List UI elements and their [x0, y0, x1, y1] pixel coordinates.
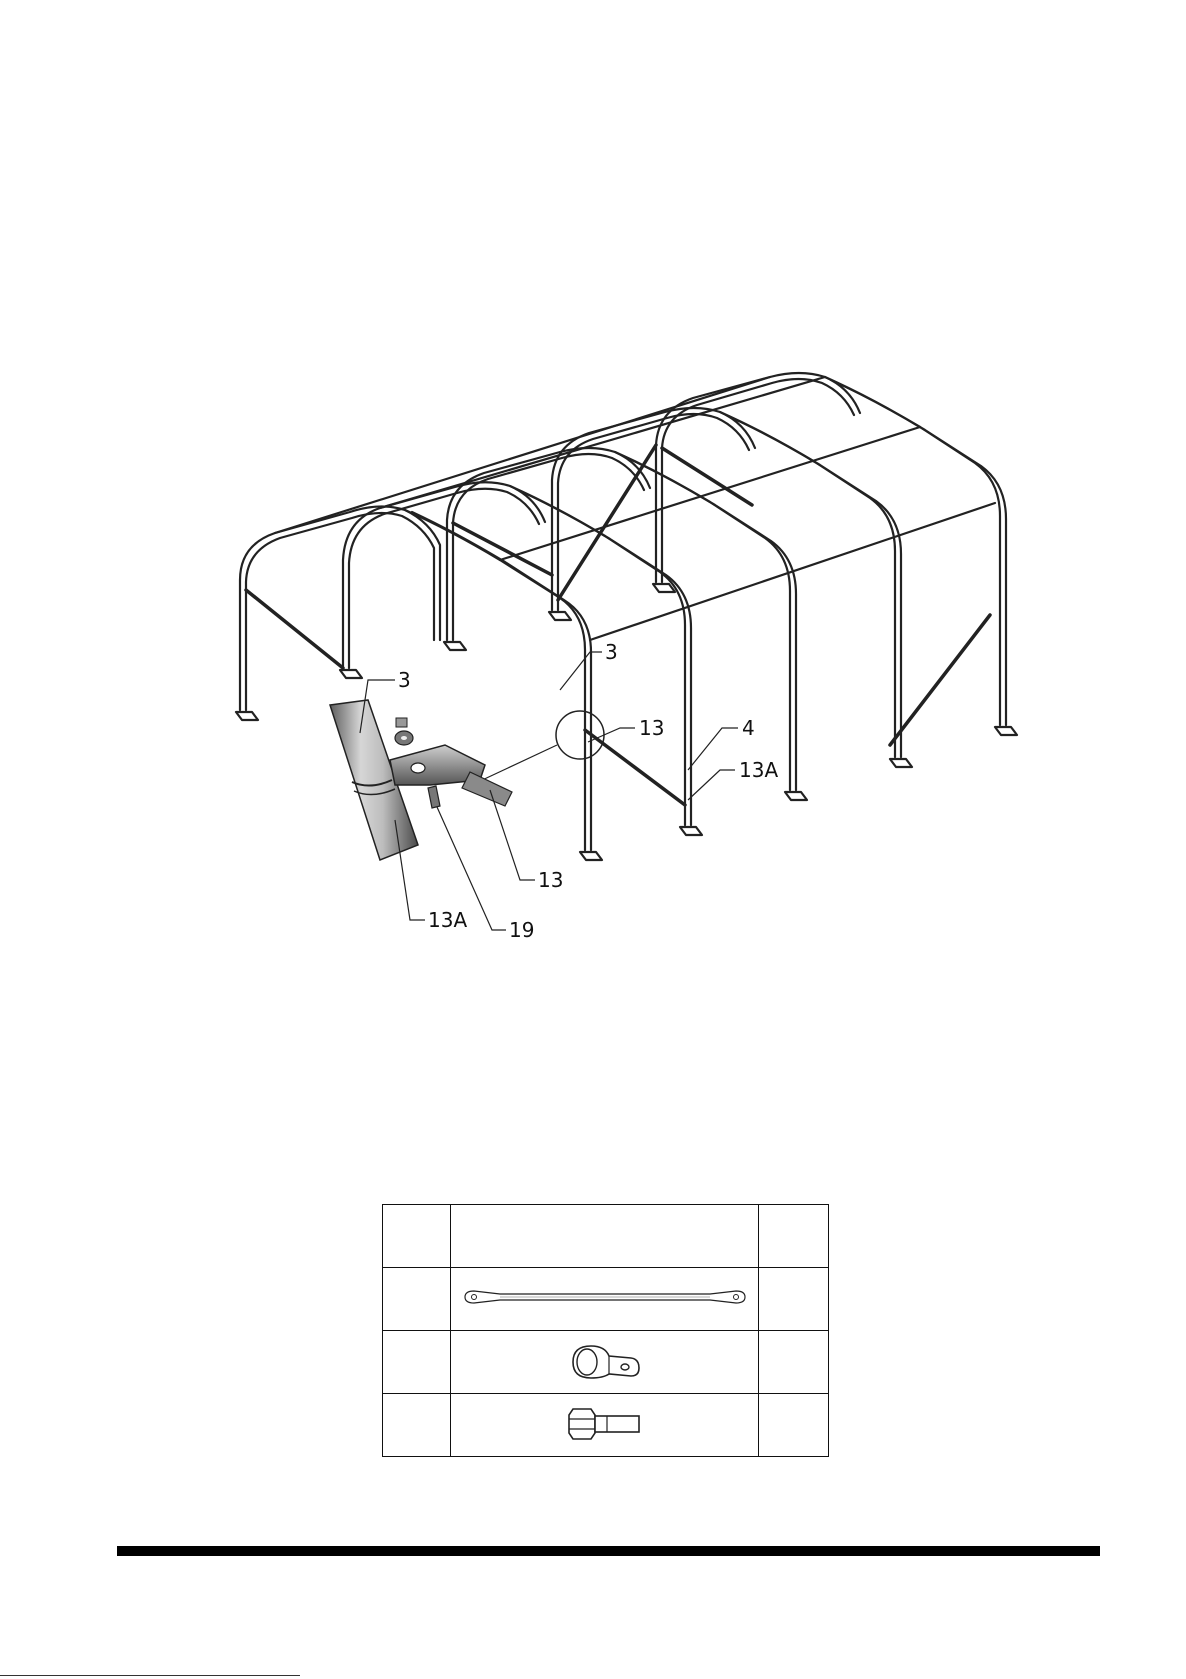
- callout-detail-bolt: 19: [509, 918, 535, 942]
- joint-detail-inset: [330, 680, 535, 930]
- row-no: [383, 1268, 451, 1331]
- callout-brace: 13: [639, 716, 665, 740]
- row-part: [451, 1331, 759, 1394]
- row-no: [383, 1331, 451, 1394]
- callout-clamp: 13A: [739, 758, 779, 782]
- callout-arch: 3: [605, 640, 618, 664]
- pipe-clamp-icon: [565, 1338, 645, 1382]
- callout-detail-brace: 13: [538, 868, 564, 892]
- table-header-row: [383, 1205, 829, 1268]
- detail-circle: [556, 711, 604, 759]
- header-qty: [759, 1205, 829, 1268]
- hex-bolt-icon: [565, 1403, 645, 1443]
- row-qty: [759, 1268, 829, 1331]
- table-row: [383, 1331, 829, 1394]
- callout-detail-clamp: 13A: [428, 908, 468, 932]
- footer-rule: [117, 1546, 1100, 1556]
- header-part: [451, 1205, 759, 1268]
- table-row: [383, 1394, 829, 1457]
- diagonal-brace-icon: [460, 1285, 750, 1309]
- bottom-hairline: [0, 1675, 300, 1676]
- parts-table: [382, 1204, 829, 1457]
- row-no: [383, 1394, 451, 1457]
- header-no: [383, 1205, 451, 1268]
- row-part: [451, 1394, 759, 1457]
- callout-leg: 4: [742, 716, 755, 740]
- table-row: [383, 1268, 829, 1331]
- row-qty: [759, 1394, 829, 1457]
- row-part: [451, 1268, 759, 1331]
- shelter-frame-drawing: [236, 373, 1017, 860]
- callout-detail-pipe: 3: [398, 668, 411, 692]
- row-qty: [759, 1331, 829, 1394]
